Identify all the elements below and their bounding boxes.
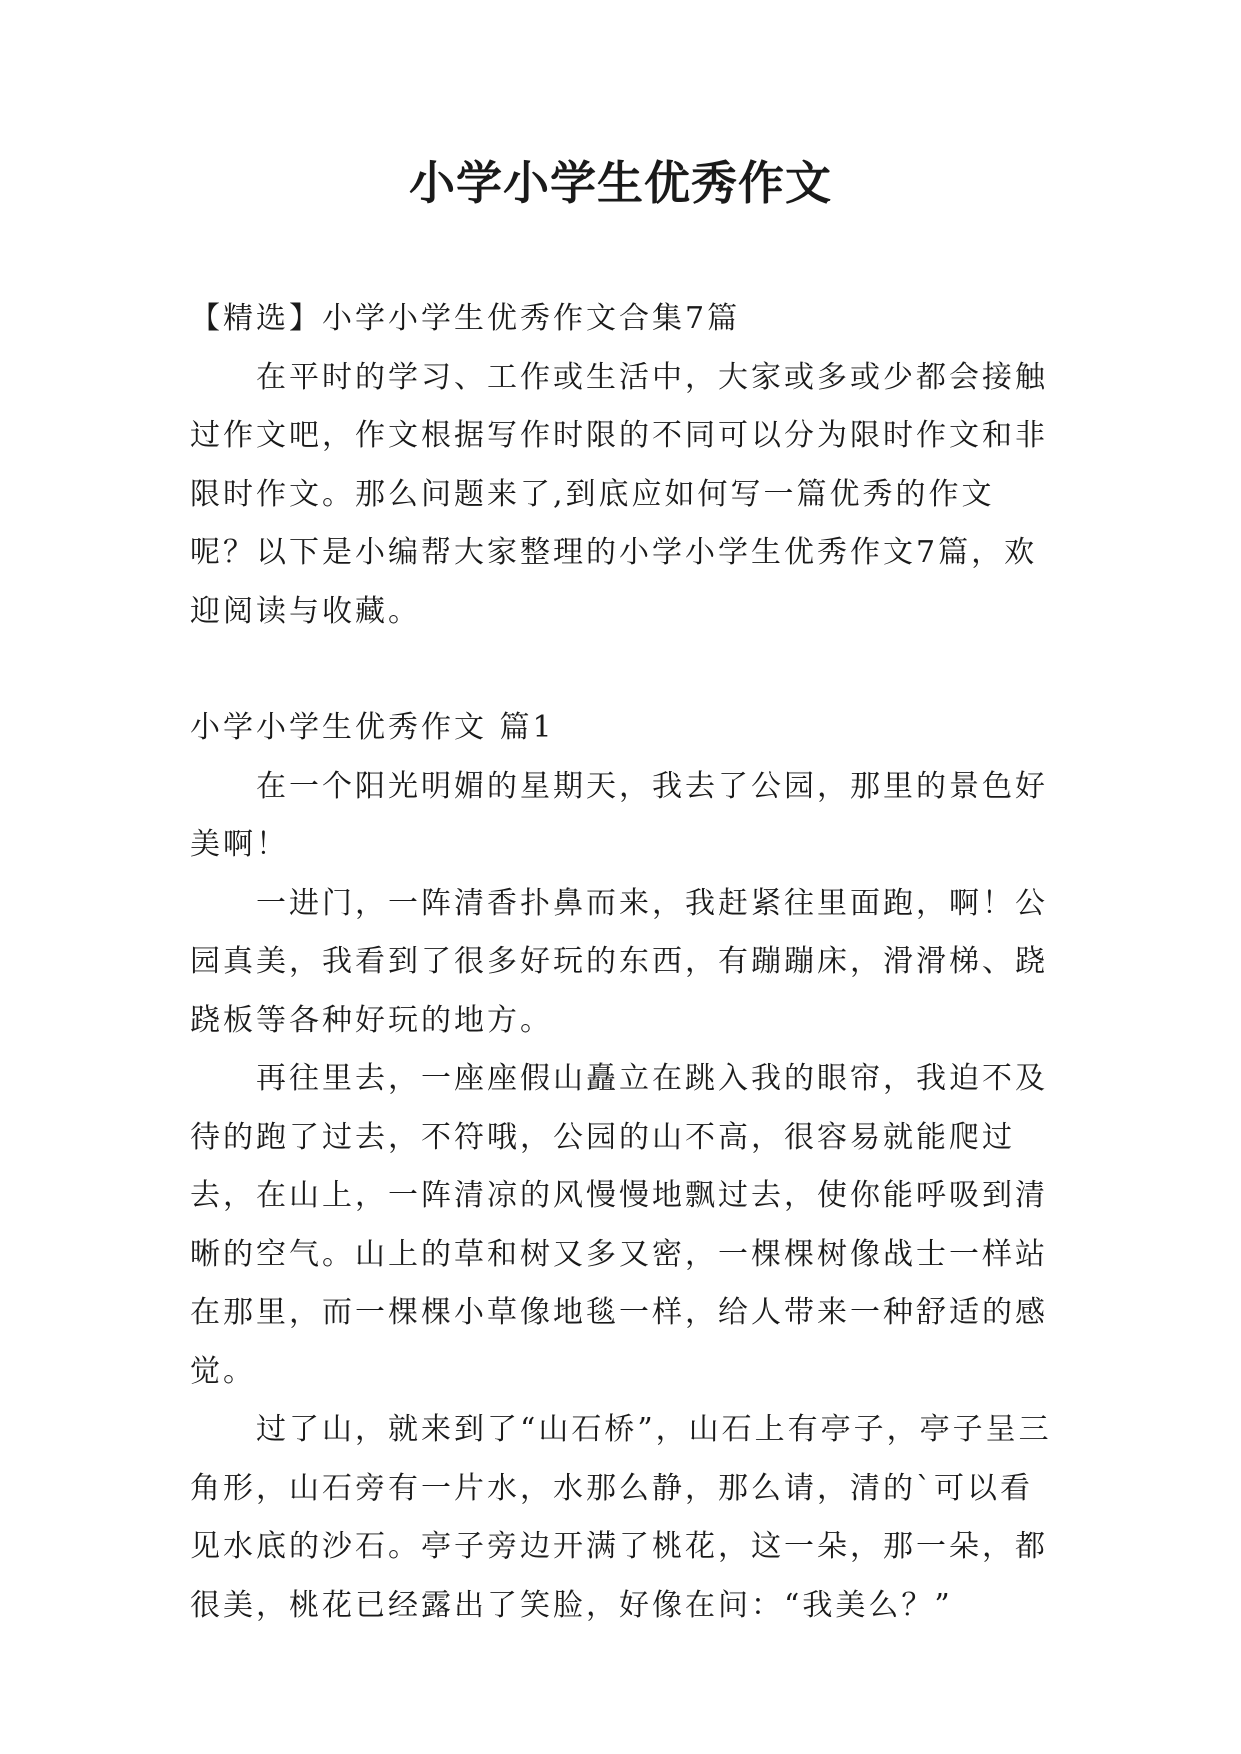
section-spacer (190, 641, 1060, 699)
section-heading: 小学小学生优秀作文 篇1 (190, 710, 555, 745)
document-body (190, 290, 1060, 1635)
body-paragraph: 一进门，一阵清香扑鼻而来，我赶紧往里面跑，啊！公园真美，我看到了很多好玩的东西，有蹦蹦床，滑滑梯、跷跷板等各种好玩的地方。 (190, 885, 1048, 1038)
body-paragraph: 过了山，就来到了“山石桥”，山石上有亭子，亭子呈三角形，山石旁有一片水，水那么静，那么请，清的`可以看见水底的沙石。亭子旁边开满了桃花，这一朵，那一朵，都很美，桃花已经露出了笑脸，好像在问：“我美么？” (190, 1412, 1052, 1623)
document-title: 小学小学生优秀作文 (409, 156, 832, 210)
collection-subtitle: 【精选】小学小学生优秀作文合集7篇 (190, 301, 741, 336)
body-paragraph: 再往里去，一座座假山矗立在跳入我的眼帘，我迫不及待的跑了过去，不符哦，公园的山不高，很容易就能爬过去，在山上，一阵清凉的风慢慢地飘过去，使你能呼吸到清晰的空气。山上的草和树又多又密，一棵棵树像战士一样站在那里，而一棵棵小草像地毯一样，给人带来一种舒适的感觉。 (190, 1061, 1048, 1389)
intro-paragraph: 在平时的学习、工作或生活中，大家或多或少都会接触过作文吧，作文根据写作时限的不同可以分为限时作文和非限时作文。那么问题来了,到底应如何写一篇优秀的作文呢？以下是小编帮大家整理的小学小学生优秀作文7篇，欢迎阅读与收藏。 (190, 359, 1048, 629)
body-paragraph: 在一个阳光明媚的星期天，我去了公园，那里的景色好美啊！ (190, 768, 1048, 862)
